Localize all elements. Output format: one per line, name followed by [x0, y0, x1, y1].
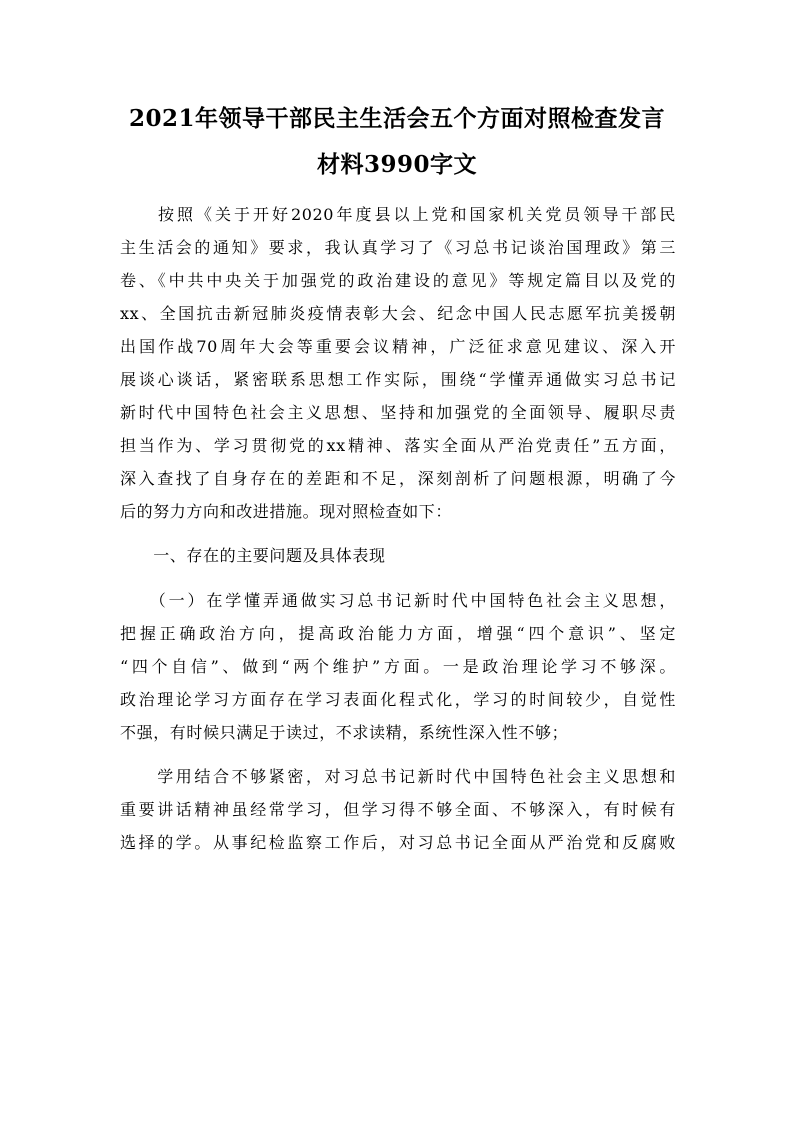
document-title-line-2: 材料3990字文 [316, 151, 477, 178]
body-line: 按照《关于开好2020年度县以上党和国家机关党员领导干部民 [120, 205, 676, 224]
body-line: xx、全国抗击新冠肺炎疫情表彰大会、纪念中国人民志愿军抗美援朝 [120, 304, 676, 323]
body-line: 担当作为、学习贯彻党的xx精神、落实全面从严治党责任”五方面， [120, 436, 676, 455]
body-line: 新时代中国特色社会主义思想、坚持和加强党的全面领导、履职尽责 [120, 403, 676, 422]
body-line: 主生活会的通知》要求，我认真学习了《习总书记谈治国理政》第三 [120, 238, 676, 257]
body-line: 把握正确政治方向，提高政治能力方面，增强“四个意识”、坚定 [120, 624, 676, 643]
body-line: 政治理论学习方面存在学习表面化程式化，学习的时间较少，自觉性 [120, 690, 676, 709]
body-line: 出国作战70周年大会等重要会议精神，广泛征求意见建议、深入开 [120, 337, 676, 356]
body-line: “四个自信”、做到“两个维护”方面。一是政治理论学习不够深。 [120, 657, 676, 676]
body-line: 展谈心谈话，紧密联系思想工作实际，围绕“学懂弄通做实习总书记 [120, 370, 676, 389]
body-line: 重要讲话精神虽经常学习，但学习得不够全面、不够深入，有时候有 [120, 800, 676, 819]
section-heading: 一、存在的主要问题及具体表现 [120, 546, 386, 565]
body-line: 深入查找了自身存在的差距和不足，深刻剖析了问题根源，明确了今 [120, 469, 676, 488]
body-line: 选择的学。从事纪检监察工作后，对习总书记全面从严治党和反腐败 [120, 833, 676, 852]
body-line: 不强，有时候只满足于读过，不求读精，系统性深入性不够； [120, 723, 569, 742]
body-line: （一）在学懂弄通做实习总书记新时代中国特色社会主义思想， [120, 591, 676, 610]
body-line: 学用结合不够紧密，对习总书记新时代中国特色社会主义思想和 [120, 767, 676, 786]
body-line: 后的努力方向和改进措施。现对照检查如下： [120, 502, 453, 521]
document-title-line-1: 2021年领导干部民主生活会五个方面对照检查发言 [128, 105, 665, 132]
body-line: 卷、《中共中央关于加强党的政治建设的意见》等规定篇目以及党的 [120, 271, 676, 290]
